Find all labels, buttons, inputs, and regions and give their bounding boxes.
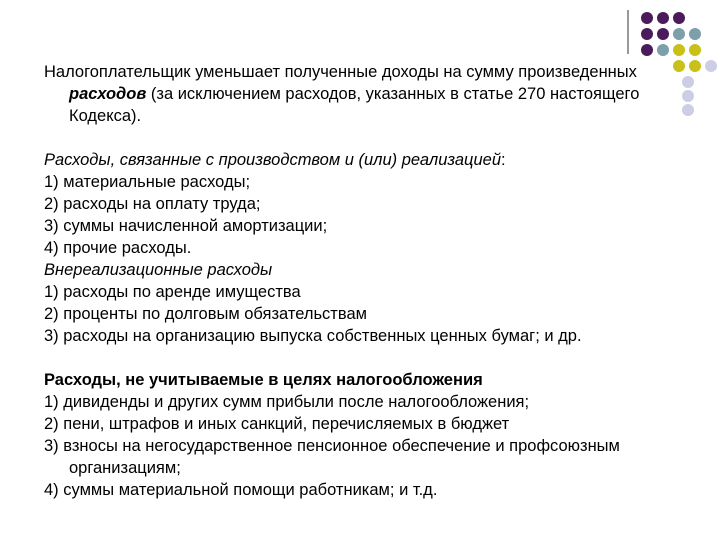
intro-paragraph xyxy=(44,61,694,127)
list-item: 3) взносы на негосударственное пенсионное обеспечение и профсоюзным организациям; xyxy=(44,437,620,477)
list-item: 2) расходы на оплату труда; xyxy=(44,195,261,213)
dot xyxy=(657,44,669,56)
list-item: 2) проценты по долговым обязательствам xyxy=(44,305,367,323)
dot xyxy=(689,28,701,40)
dot xyxy=(641,28,653,40)
dot xyxy=(673,28,685,40)
dot xyxy=(641,12,653,24)
list-item: 2) пени, штрафов и иных санкций, перечисляемых в бюджет xyxy=(44,415,510,433)
production-heading-colon: : xyxy=(501,151,506,169)
list-item: 1) материальные расходы; xyxy=(44,173,251,191)
dot xyxy=(657,28,669,40)
slide-content xyxy=(44,61,694,501)
intro-text-end: (за исключением расходов, указанных в статье 270 настоящего Кодекса). xyxy=(69,85,640,125)
intro-emphasis: расходов xyxy=(69,85,147,103)
list-item: 4) прочие расходы. xyxy=(44,239,192,257)
list-item: 1) дивиденды и других сумм прибыли после налогообложения; xyxy=(44,393,530,411)
list-item: 3) расходы на организацию выпуска собственных ценных бумаг; и др. xyxy=(44,327,582,345)
dot xyxy=(705,60,717,72)
production-heading-text: Расходы, связанные с производством и (или) реализацией xyxy=(44,151,502,169)
list-item: 1) расходы по аренде имущества xyxy=(44,283,301,301)
dot xyxy=(657,12,669,24)
decorative-divider xyxy=(627,10,629,54)
intro-text-start: Налогоплательщик уменьшает полученные доходы на сумму произведенных xyxy=(44,63,637,81)
list-item: 3) суммы начисленной амортизации; xyxy=(44,217,328,235)
list-item: 4) суммы материальной помощи работникам; и т.д. xyxy=(44,481,438,499)
excluded-heading: Расходы, не учитываемые в целях налогообложения xyxy=(44,371,483,389)
dot xyxy=(673,12,685,24)
nonoperating-heading: Внереализационные расходы xyxy=(44,261,273,279)
dot xyxy=(641,44,653,56)
dot xyxy=(689,44,701,56)
dot xyxy=(673,44,685,56)
production-heading xyxy=(44,149,694,171)
